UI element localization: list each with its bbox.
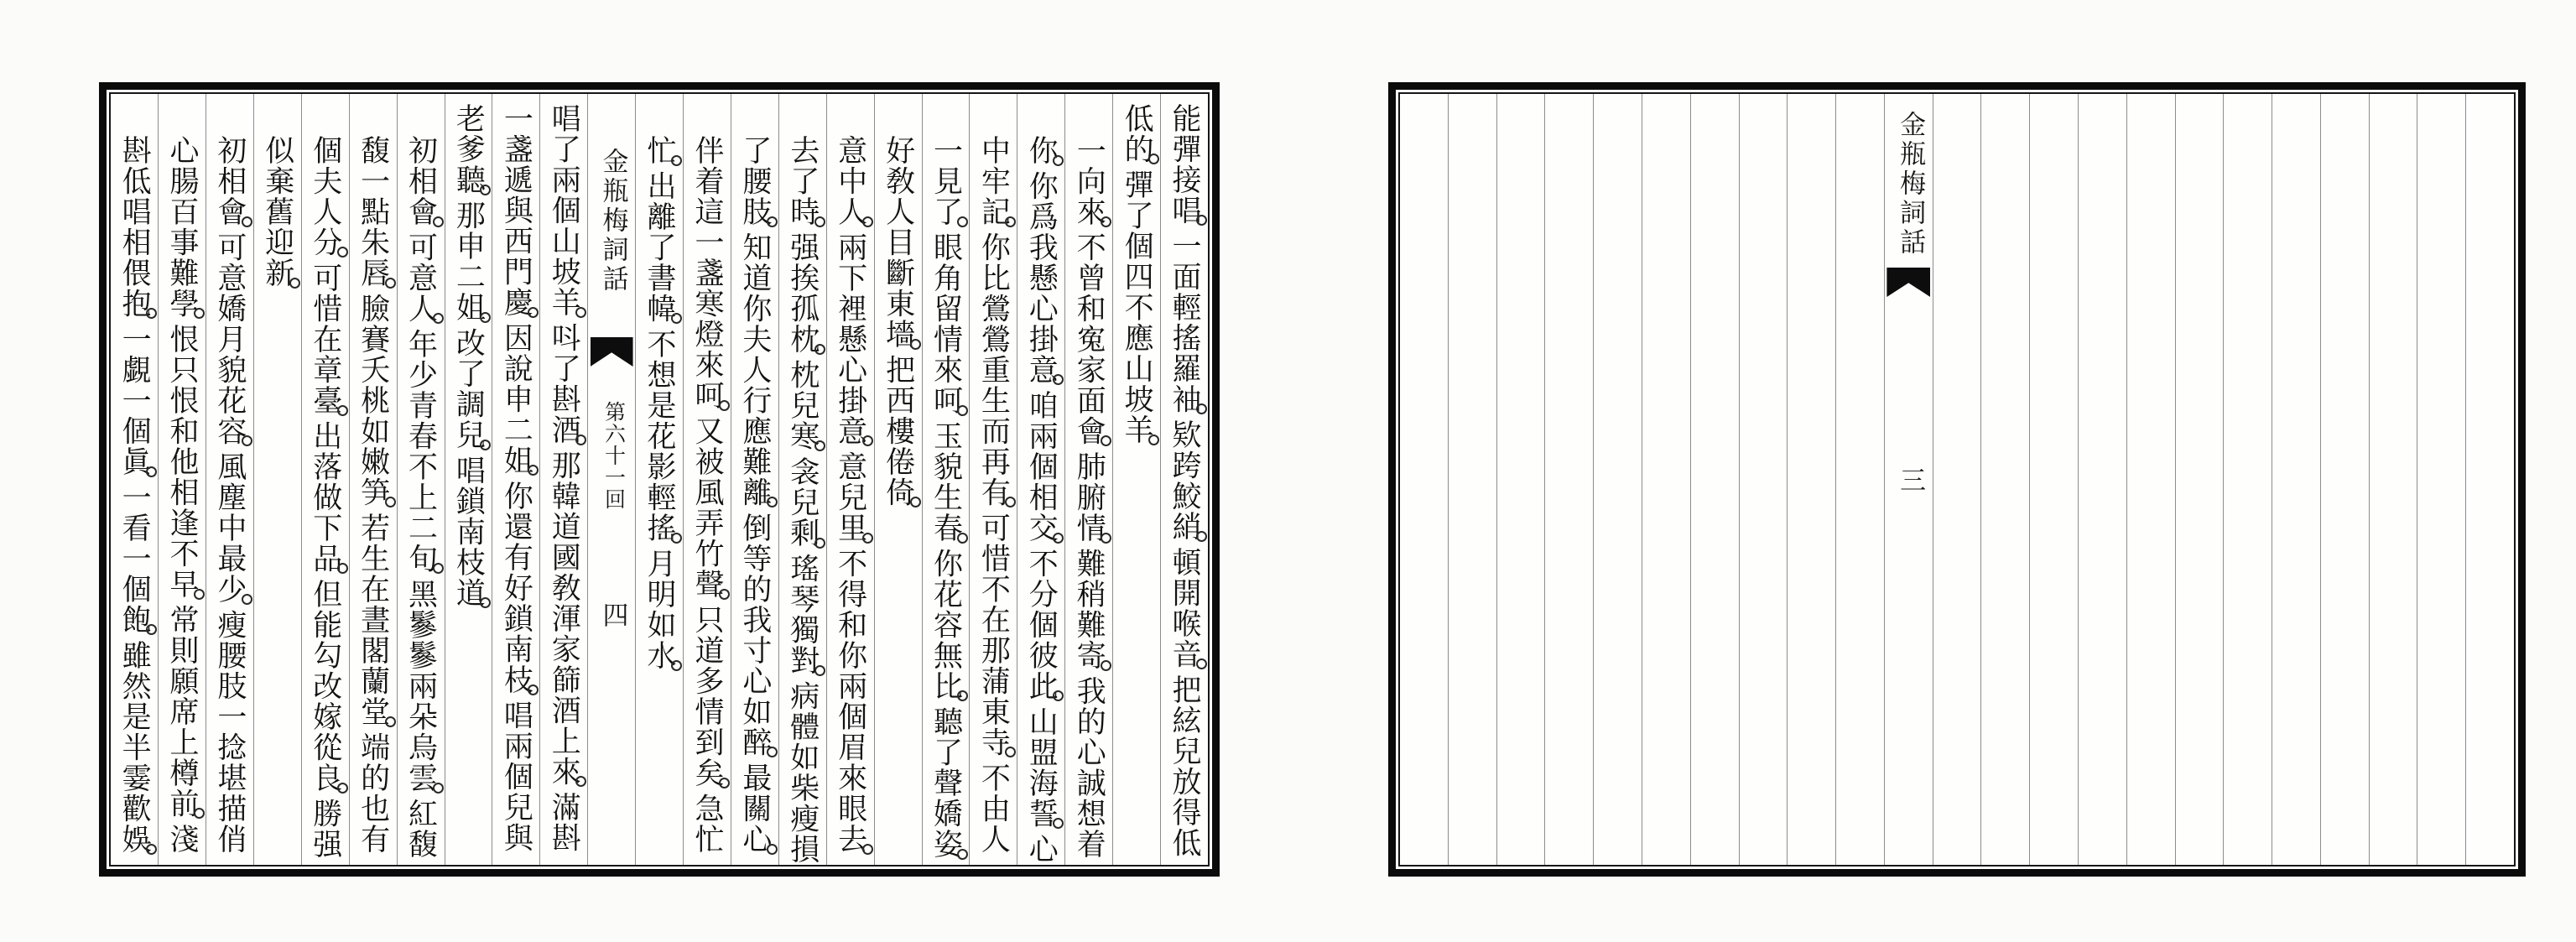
punctuation-circle [850, 446, 851, 451]
punctuation-circle [515, 476, 517, 481]
column-text: 中牢記你比鶯鶯重生而再有可惜不在那蒲東寺不由人 [977, 135, 1011, 855]
text-column [540, 94, 588, 865]
punctuation-circle [420, 794, 422, 799]
column-text: 能彈接唱一面輕搖羅袖欵跨鮫綃頓開喉音把絃兒放得低 [1168, 103, 1201, 858]
punctuation-circle [1088, 446, 1090, 451]
text-column [254, 94, 302, 865]
punctuation-circle [467, 195, 469, 200]
book-title: 金瓶梅詞話 [1896, 111, 1926, 258]
punctuation-circle [467, 450, 469, 455]
punctuation-circle [325, 794, 326, 799]
book-title: 金瓶梅詞話 [598, 148, 628, 294]
text-column [970, 94, 1017, 865]
text-column [302, 94, 350, 865]
punctuation-circle [850, 544, 851, 549]
punctuation-circle [658, 671, 660, 676]
text-column [350, 94, 398, 865]
punctuation-circle [850, 855, 851, 860]
blank-column [2272, 94, 2321, 865]
punctuation-circle [754, 855, 756, 860]
punctuation-circle [945, 544, 946, 549]
punctuation-circle [420, 574, 422, 579]
punctuation-circle [229, 446, 231, 451]
blank-column [1594, 94, 1642, 865]
punctuation-circle [372, 727, 374, 732]
column-text: 似棄舊迎新 [254, 94, 301, 865]
column-text: 個夫人分可惜在章臺出落做下品但能勾改嫁從良勝强 [309, 135, 342, 860]
punctuation-circle [1184, 414, 1185, 419]
text-column [111, 94, 159, 865]
blank-column [2127, 94, 2176, 865]
blank-column [1497, 94, 1546, 865]
column-text: 忙出離了書幃不想是花影輕搖月明如水 [636, 94, 683, 865]
punctuation-circle [372, 289, 374, 294]
column-text: 唱了兩個山坡羊呌了斟酒那韓道國敎渾家篩酒上來滿斟 [548, 103, 581, 853]
punctuation-circle [181, 819, 183, 824]
punctuation-circle [754, 507, 756, 513]
punctuation-circle [658, 324, 660, 329]
punctuation-circle [325, 574, 326, 579]
punctuation-circle [802, 451, 804, 456]
blank-column [1642, 94, 1691, 865]
blank-column [1449, 94, 1497, 865]
column-text: 心腸百事難學恨只恨和他相逢不早常則願席上樽前淺 [165, 135, 199, 855]
blank-column [2224, 94, 2272, 865]
column-text: 你你爲我懸心掛意咱兩個相交不分個彼此山盟海誓心 [1025, 135, 1059, 865]
punctuation-circle [1088, 227, 1090, 232]
punctuation-circle [229, 605, 231, 610]
punctuation-circle [1088, 671, 1090, 676]
punctuation-circle [802, 355, 804, 360]
punctuation-circle [1040, 385, 1042, 390]
column-text: 了腰肢知道你夫人行應難離倒等的我寸心如醉最關心 [731, 94, 778, 865]
punctuation-circle [515, 695, 517, 700]
column-text: 初相會可意嬌月貌花容風塵中最少瘦腰肢一捻堪描俏 [213, 135, 247, 855]
blank-column [1788, 94, 1836, 865]
blank-column [1691, 94, 1740, 865]
punctuation-circle [563, 318, 565, 323]
text-column [779, 94, 827, 865]
punctuation-circle [420, 227, 422, 232]
punctuation-circle [1136, 164, 1137, 169]
blank-column [2417, 94, 2466, 865]
punctuation-circle [133, 477, 135, 482]
left-page-columns [111, 94, 1208, 865]
punctuation-circle [802, 227, 804, 232]
left-page-frame [109, 92, 1210, 867]
text-column [1113, 94, 1161, 865]
punctuation-circle [229, 227, 231, 232]
text-column [731, 94, 779, 865]
punctuation-circle [1184, 669, 1185, 674]
column-text: 好敎人目斷東墻把西樓倦倚 [875, 94, 922, 865]
punctuation-circle [467, 323, 469, 328]
blank-column [2079, 94, 2127, 865]
column-text: 老爹聽那申二姐改了調兒唱鎖南枝道 [445, 94, 492, 865]
punctuation-circle [1040, 544, 1042, 549]
blank-column [1836, 94, 1885, 865]
column-text: 一盞遞與西門慶因說申二姐你還有好鎖南枝唱兩個兒與 [500, 103, 533, 853]
text-column [445, 94, 493, 865]
chapter-label: 第六十一回 [601, 401, 625, 510]
blank-column [2370, 94, 2418, 865]
right-page-columns [1400, 94, 2514, 865]
punctuation-circle [1136, 445, 1137, 450]
punctuation-circle [133, 855, 135, 860]
punctuation-circle [181, 600, 183, 605]
punctuation-circle [325, 416, 326, 421]
column-text: 意中人兩下裡懸心掛意意兒里不得和你兩個眉來眼去 [827, 94, 874, 865]
text-column [827, 94, 875, 865]
blank-column [2176, 94, 2225, 865]
column-text: 馥一點朱唇臉賽夭桃如嫩笋若生在晝閣蘭堂端的也有 [356, 135, 390, 855]
punctuation-circle [563, 787, 565, 792]
blank-column [2321, 94, 2370, 865]
punctuation-circle [754, 757, 756, 762]
punctuation-circle [1184, 542, 1185, 547]
punctuation-circle [1088, 544, 1090, 549]
punctuation-circle [945, 860, 946, 865]
blank-column [2466, 94, 2514, 865]
punctuation-circle [706, 411, 708, 416]
column-text: 伴着這一盞寒燈來呵又被風弄竹聲只道多情到矣急忙 [690, 135, 724, 855]
punctuation-circle [420, 324, 422, 329]
punctuation-circle [802, 549, 804, 554]
punctuation-circle [1040, 701, 1042, 706]
column-text: 初相會可意人年少青春不上二旬黑鬖鬖兩朵烏雲紅馥 [404, 135, 438, 860]
punctuation-circle [992, 507, 994, 513]
text-column [684, 94, 731, 865]
text-column [923, 94, 971, 865]
column-text: 低的彈了個四不應山坡羊 [1113, 94, 1160, 865]
text-column [1065, 94, 1113, 865]
punctuation-circle [1040, 166, 1042, 171]
punctuation-circle [133, 635, 135, 640]
punctuation-circle [992, 757, 994, 762]
punctuation-circle [754, 227, 756, 232]
punctuation-circle [945, 416, 946, 421]
page-number: 四 [598, 601, 628, 627]
punctuation-circle [706, 788, 708, 794]
punctuation-circle [945, 701, 946, 706]
punctuation-circle [372, 507, 374, 513]
text-column [1017, 94, 1065, 865]
punctuation-circle [898, 507, 899, 513]
blank-column [1981, 94, 2030, 865]
punctuation-circle [1184, 226, 1185, 231]
punctuation-circle [945, 227, 946, 232]
text-column [492, 94, 540, 865]
text-column [206, 94, 254, 865]
punctuation-circle [706, 600, 708, 605]
punctuation-circle [277, 289, 278, 294]
right-page [1388, 82, 2526, 877]
right-page-frame [1398, 92, 2516, 867]
punctuation-circle [992, 227, 994, 232]
column-text: 一向來不曾和寃家面會肺腑情難稍難寄我的心誠想着 [1073, 135, 1106, 860]
left-gutter-column [588, 94, 636, 865]
punctuation-circle [325, 258, 326, 263]
right-gutter-column [1884, 94, 1933, 865]
punctuation-circle [515, 318, 517, 323]
blank-column [1400, 94, 1449, 865]
blank-column [1740, 94, 1788, 865]
punctuation-circle [802, 676, 804, 681]
column-text: 一見了眼角留情來呵玉貌生春你花容無比聽了聲嬌姿 [923, 94, 970, 865]
blank-column [2030, 94, 2079, 865]
punctuation-circle [850, 227, 851, 232]
column-text: 去了時强挨孤枕枕兒寒衾兒剩瑤琴獨對病體如柴瘦損 [786, 135, 820, 865]
blank-column [1933, 94, 1982, 865]
page-number: 三 [1896, 466, 1926, 492]
text-column [159, 94, 206, 865]
text-column [875, 94, 923, 865]
punctuation-circle [467, 608, 469, 613]
punctuation-circle [563, 445, 565, 450]
punctuation-circle [898, 350, 899, 355]
text-column [1161, 94, 1208, 865]
text-column [398, 94, 445, 865]
column-text: 斟低唱相偎抱一覷一個眞一看一個飽雖然是半霎歡娛 [111, 94, 158, 865]
text-column [636, 94, 684, 865]
blank-column [1545, 94, 1594, 865]
punctuation-circle [133, 319, 135, 324]
left-page [99, 82, 1220, 877]
punctuation-circle [181, 319, 183, 324]
punctuation-circle [1040, 829, 1042, 834]
punctuation-circle [658, 544, 660, 549]
punctuation-circle [658, 166, 660, 171]
